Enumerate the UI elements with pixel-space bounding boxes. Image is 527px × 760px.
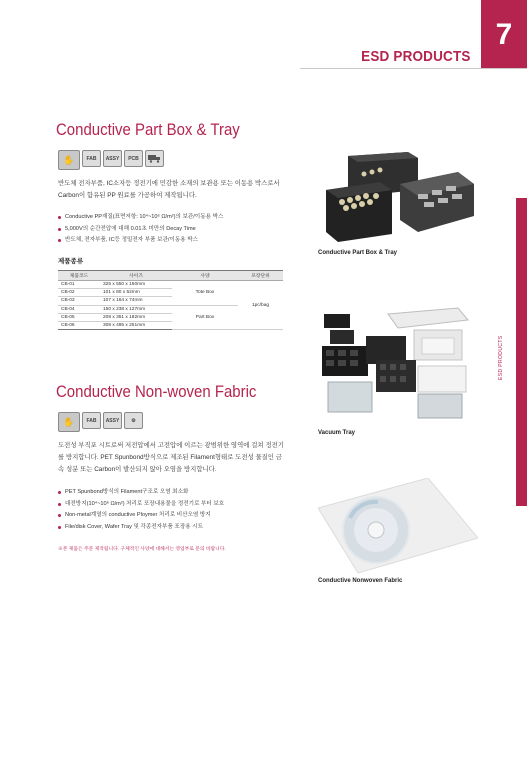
- cell-size: 107 x 164 x 74mm: [100, 297, 172, 305]
- bullet-item: Non-metal계열의 conductive Ploymer 처리로 비산오염 방지: [58, 510, 288, 522]
- cell-size: 325 x 550 x 150mm: [100, 281, 172, 289]
- cell-code: CB-02: [58, 289, 100, 297]
- page-number: 7: [495, 18, 513, 51]
- product-table-title: 제품종류: [58, 258, 84, 265]
- cell-packing: 1pc/bag: [238, 281, 283, 330]
- bullet-item: 5,000V의 순간전압에 대해 0.01초 미만의 Decay Time: [58, 224, 288, 236]
- bullet-item: PET Spunbond방식의 Filament구조로 오염 최소화: [58, 487, 288, 499]
- box-section-title: Conductive Part Box & Tray: [56, 120, 240, 139]
- cell-code: CB-01: [58, 281, 100, 289]
- fabric-icon-row: [58, 412, 143, 432]
- bullet-item: File/disk Cover, Wafer Tray 및 각종전자부품 포장용 시트: [58, 522, 288, 534]
- col-header-spec: 사양: [172, 271, 238, 281]
- bullet-item: 대전방지(10⁴~10⁶ Ω/m²) 처리로 포장내용물을 정전기로 부터 보호: [58, 499, 288, 511]
- assy-icon: ASSY: [103, 150, 122, 167]
- cell-code: CB-04: [58, 305, 100, 313]
- box-icon-row: [58, 150, 164, 170]
- cell-size: 208 x 351 x 182mm: [100, 313, 172, 321]
- box-photo-caption: Conductive Part Box & Tray: [318, 250, 398, 256]
- cell-code: CB-03: [58, 297, 100, 305]
- pcb-icon: PCB: [124, 150, 143, 167]
- fabric-description: 도전성 부직포 시트로써 저전압에서 고전압에 이르는 광범위한 영역에 걸쳐 정전기를 방지합니다. PET Spunbond방식으로 제조된 Filament형태로 도전성 물질인 금속 성분 또는 Carbon이 발산되지 않아 오염을 방지합니다.: [58, 442, 284, 473]
- cell-size: 101 x 80 x 52mm: [100, 289, 172, 297]
- page-number-box: [481, 0, 527, 68]
- col-header-packing: 포장단위: [238, 271, 283, 281]
- fabric-bullet-list: [58, 487, 288, 533]
- bullet-item: 반도체, 전자부품, IC등 정밀전자 부품 보관/이동용 박스: [58, 235, 288, 247]
- header-divider: [300, 68, 527, 69]
- hands-icon: ✋: [58, 412, 80, 432]
- table-row: [58, 281, 283, 289]
- vacuum-tray-photo: [318, 300, 478, 425]
- assy-icon: ASSY: [103, 412, 122, 429]
- side-accent-bar: [516, 198, 527, 506]
- hands-icon: ✋: [58, 150, 80, 170]
- box-bullet-list: [58, 212, 288, 247]
- box-description: 반도체 전자부품, IC소자등 정전기에 민감한 소재의 보관용 또는 이동용 박스로서 Carbon이 함유된 PP 원료를 가공하여 제작됩니다.: [58, 180, 280, 199]
- cell-size: 150 x 238 x 127mm: [100, 305, 172, 313]
- tool-icon: ⚙: [124, 412, 143, 429]
- truck-icon: [145, 150, 164, 167]
- bullet-item: Conductive PP재질(표면저항: 10⁴~10⁶ Ω/m²)의 보관/이동용 박스: [58, 212, 288, 224]
- cell-spec-part: Part Box: [172, 305, 238, 330]
- side-label: ESD PRODUCTS: [498, 335, 504, 380]
- col-header-size: 사이즈: [100, 271, 172, 281]
- fabric-section-title: Conductive Non-woven Fabric: [56, 382, 257, 401]
- cell-spec-tote: Tote Box: [172, 281, 238, 306]
- fab-icon: FAB: [82, 150, 101, 167]
- order-note: ※본 제품은 주문 제작됩니다. 구체적인 사양에 대해서는 영업부로 문의 바랍니다.: [58, 547, 226, 552]
- header-title: ESD PRODUCTS: [361, 48, 471, 65]
- fabric-photo-caption: Conductive Nonwoven Fabric: [318, 578, 403, 584]
- tray-photo-caption: Vacuum Tray: [318, 430, 356, 436]
- cell-size: 308 x 495 x 251mm: [100, 321, 172, 329]
- part-box-photo: [318, 150, 478, 245]
- col-header-code: 제품코드: [58, 271, 100, 281]
- product-table: [58, 270, 283, 330]
- fabric-photo: [318, 478, 478, 573]
- cell-code: CB-05: [58, 313, 100, 321]
- cell-code: CB-06: [58, 321, 100, 329]
- fab-icon: FAB: [82, 412, 101, 429]
